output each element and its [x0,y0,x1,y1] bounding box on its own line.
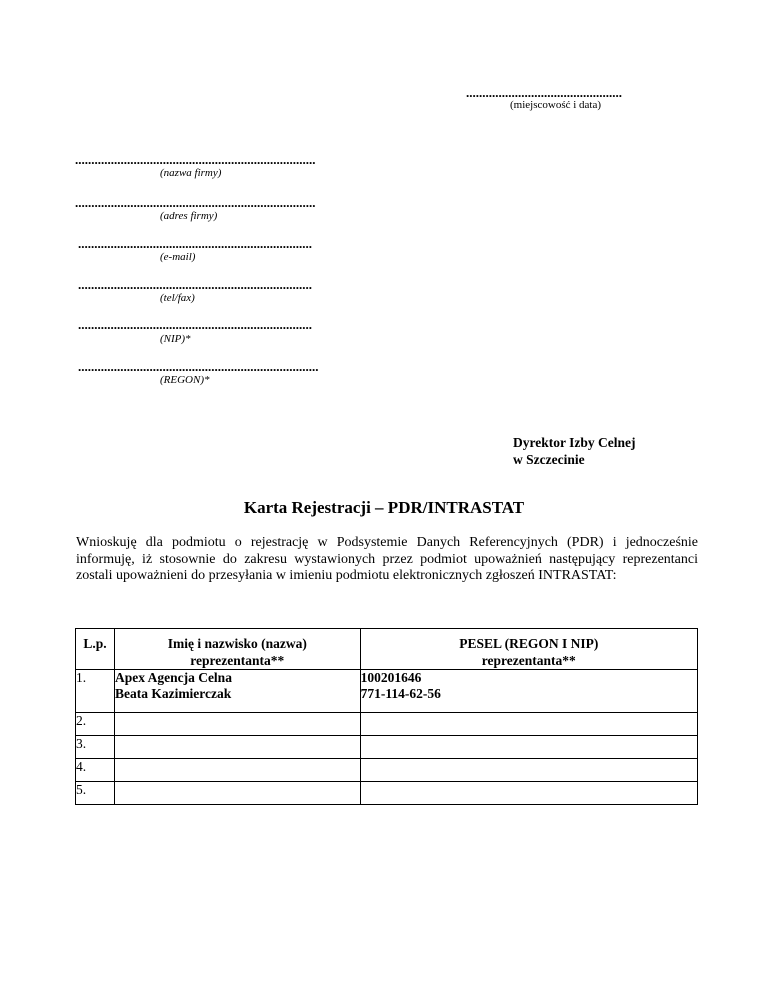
addressee-line1: Dyrektor Izby Celnej [513,435,636,450]
row-3-lp: 3. [76,736,115,759]
tel-fax-label: (tel/fax) [160,292,195,304]
header-name-line2: reprezentanta** [190,653,285,668]
table-header-row [76,629,698,670]
row-1-id [360,670,697,713]
row-2-name [114,713,360,736]
email-label: (e-mail) [160,251,196,263]
addressee-block [513,434,635,468]
row-5-name [114,782,360,805]
company-address-label: (adres firmy) [160,210,218,222]
company-name-label: (nazwa firmy) [160,167,222,179]
row-1-name-line2: Beata Kazimierczak [114,686,232,701]
header-name-line1: Imię i nazwisko (nazwa) [167,636,307,651]
place-date-label: (miejscowość i data) [510,99,602,111]
nip-label: (NIP)* [160,333,191,345]
place-date-dots: ................................................ [466,85,622,100]
company-name-dots: .......................................................................... [75,152,316,167]
row-3-id [360,736,697,759]
header-lp: L.p. [76,629,115,670]
email-dots: ........................................................................ [78,236,312,251]
header-pesel-line1: PESEL (REGON I NIP) [459,636,599,651]
header-name [114,629,360,670]
table-row [76,670,698,713]
intro-paragraph: Wnioskuję dla podmiotu o rejestrację w Podsystemie Danych Referencyjnych (PDR) i jednocześnie informuję, iż stosownie do zakresu wystawionych przez podmiot upoważnień następujący reprezentanci zostali upoważnieni do przesyłania w imieniu podmiotu elektronicznych zgłoszeń INTRASTAT: [76,535,698,583]
row-5-id [360,782,697,805]
table-row [76,759,698,782]
header-pesel [360,629,697,670]
nip-dots: ........................................................................ [78,317,312,332]
tel-fax-dots: ........................................................................ [78,277,312,292]
row-1-name-line1: Apex Agencja Celna [114,670,232,685]
row-1-lp: 1. [76,670,115,713]
row-1-name [114,670,360,713]
row-2-id [360,713,697,736]
header-pesel-line2: reprezentanta** [481,653,576,668]
row-1-id-line2: 771-114-62-56 [360,686,441,701]
table-row [76,736,698,759]
row-3-name [114,736,360,759]
row-4-lp: 4. [76,759,115,782]
regon-dots: .......................................................................... [78,359,319,374]
row-4-id [360,759,697,782]
table-row [76,782,698,805]
row-2-lp: 2. [76,713,115,736]
addressee-line2: w Szczecinie [513,452,585,467]
row-4-name [114,759,360,782]
row-1-id-line1: 100201646 [360,670,422,685]
company-address-dots: .......................................................................... [75,195,316,210]
regon-label: (REGON)* [160,374,210,386]
page-title: Karta Rejestracji – PDR/INTRASTAT [243,498,525,517]
table-row [76,713,698,736]
representatives-table [75,628,698,805]
row-5-lp: 5. [76,782,115,805]
